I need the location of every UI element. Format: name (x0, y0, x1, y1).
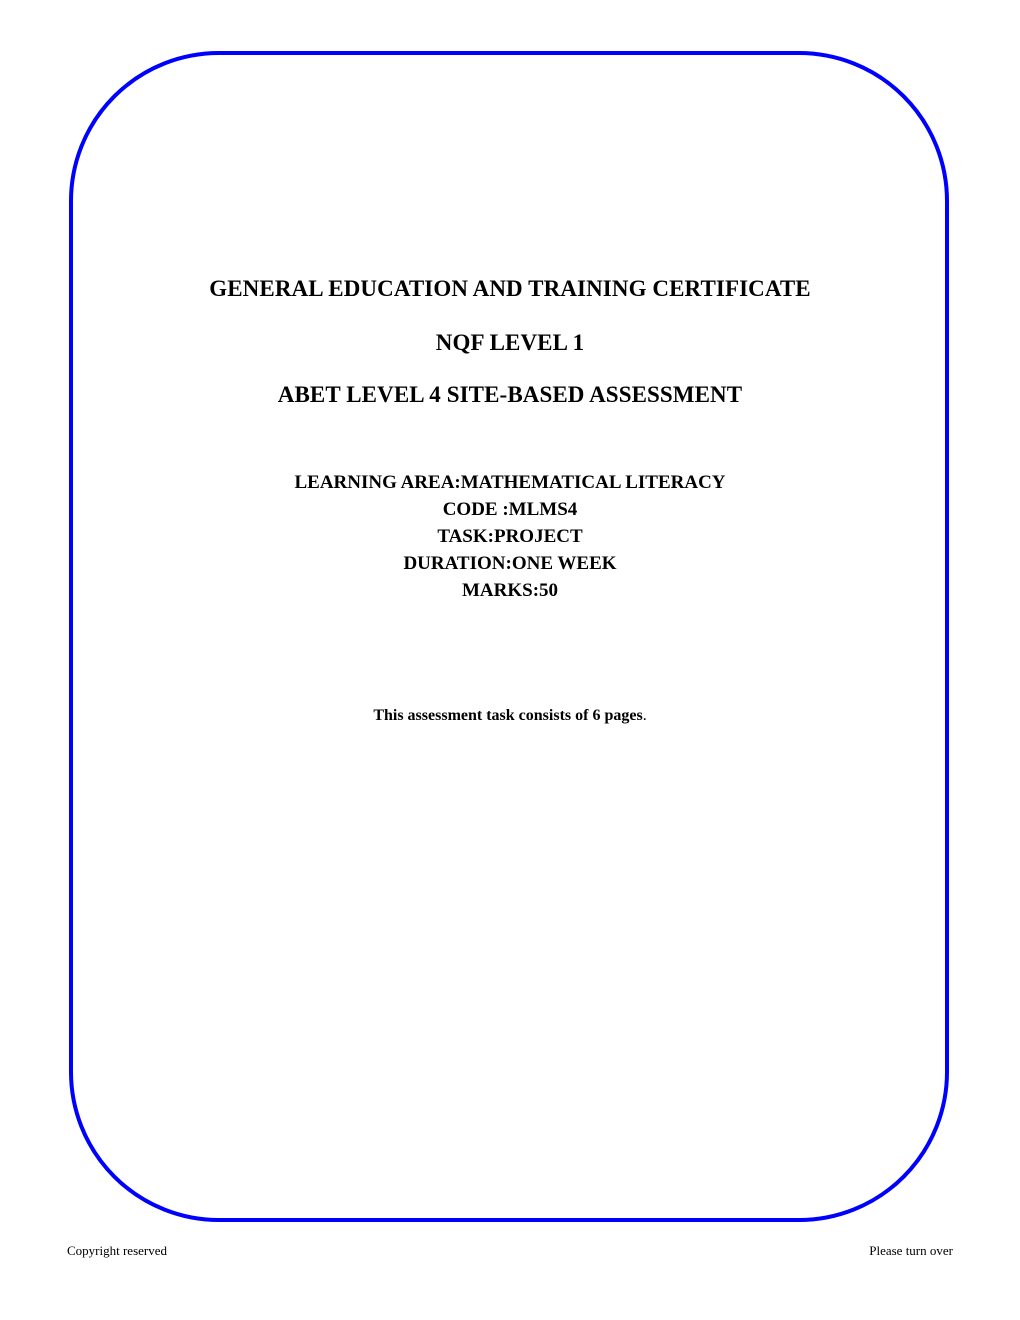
nqf-level-title: NQF LEVEL 1 (435, 330, 585, 355)
assessment-title: ABET LEVEL 4 SITE-BASED ASSESSMENT (277, 382, 743, 407)
certificate-title: GENERAL EDUCATION AND TRAINING CERTIFICATE (209, 276, 811, 301)
assessment-details (0, 469, 1020, 604)
duration: DURATION:ONE WEEK (403, 553, 617, 574)
footer-turn-over: Please turn over (869, 1243, 953, 1258)
page-count-period: . (642, 707, 647, 724)
task: TASK:PROJECT (437, 526, 583, 547)
page-count-text: This assessment task consists of 6 pages (373, 707, 643, 724)
page-count-note (0, 707, 1020, 725)
page-border-frame (69, 51, 949, 1222)
footer-copyright: Copyright reserved (67, 1243, 168, 1258)
marks: MARKS:50 (461, 580, 559, 601)
code: CODE :MLMS4 (442, 499, 578, 520)
learning-area: LEARNING AREA:MATHEMATICAL LITERACY (294, 472, 726, 493)
